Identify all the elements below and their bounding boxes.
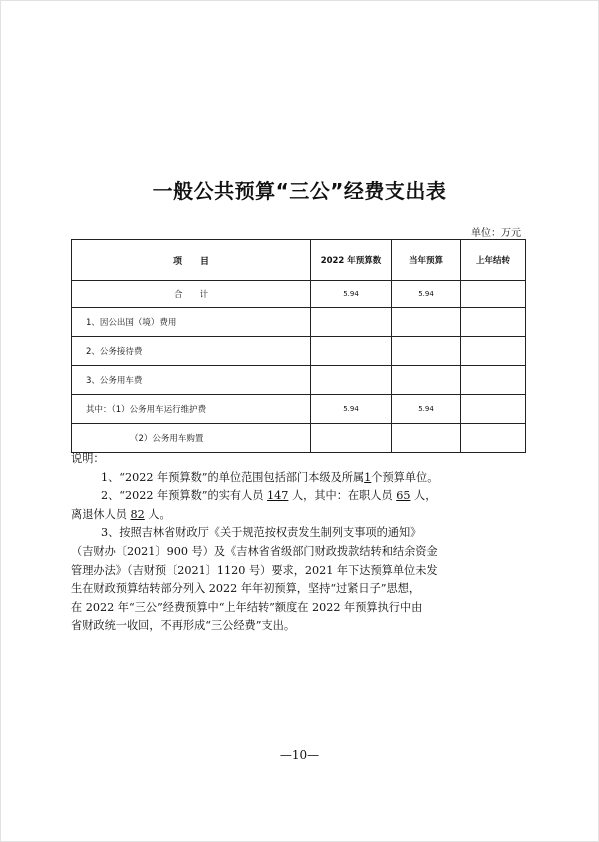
cell-current-year: 5.94 bbox=[392, 395, 461, 424]
notes-section bbox=[71, 450, 527, 636]
row-label: 3、公务用车费 bbox=[72, 366, 311, 395]
row-label: 其中：（1）公务用车运行维护费 bbox=[72, 395, 311, 424]
note-3-line-5: 在 2022 年“三公”经费预算中“上年结转”额度在 2022 年预算执行中由 bbox=[71, 600, 423, 614]
page-number: —10— bbox=[279, 748, 320, 762]
cell-carryover bbox=[461, 308, 526, 337]
cell-carryover bbox=[461, 395, 526, 424]
row-label: 1、因公出国（境）费用 bbox=[72, 308, 311, 337]
note-3-line-2: （吉财办〔2021〕900 号）及《吉林省省级部门财政拨款结转和结余资金 bbox=[71, 544, 438, 558]
note-3-line-4: 生在财政预算结转部分列入 2022 年年初预算，坚持“过紧日子”思想， bbox=[71, 582, 421, 596]
table-row bbox=[72, 395, 526, 424]
table-row bbox=[72, 337, 526, 366]
header-carryover: 上年结转 bbox=[461, 240, 526, 281]
cell-budget-2022 bbox=[311, 366, 392, 395]
row-label: 2、公务接待费 bbox=[72, 337, 311, 366]
note-2-text: 2、“2022 年预算数”的实有人员 bbox=[101, 489, 268, 503]
row-label: （2）公务用车购置 bbox=[72, 424, 311, 453]
note-2-text-cont: 离退休人员 bbox=[71, 507, 131, 521]
cell-carryover bbox=[461, 337, 526, 366]
note-1-text: 1、“2022 年预算数”的单位范围包括部门本级及所属 bbox=[101, 470, 365, 484]
header-budget-2022: 2022 年预算数 bbox=[311, 240, 392, 281]
note-1-text-end: 个预算单位。 bbox=[371, 470, 439, 484]
cell-budget-2022: 5.94 bbox=[311, 395, 392, 424]
note-2-text-mid: 人，其中：在职人员 bbox=[288, 489, 397, 503]
cell-current-year bbox=[392, 337, 461, 366]
note-2-total-staff: 147 bbox=[267, 489, 289, 503]
unit-label: 单位：万元 bbox=[471, 228, 521, 239]
cell-carryover bbox=[461, 424, 526, 453]
row-label: 合 计 bbox=[72, 281, 311, 308]
cell-carryover bbox=[461, 281, 526, 308]
cell-budget-2022: 5.94 bbox=[311, 281, 392, 308]
note-2-text-mid2: 人， bbox=[410, 489, 437, 503]
header-project: 项 目 bbox=[72, 240, 311, 281]
note-2-retired-staff: 82 bbox=[130, 507, 145, 521]
table-header-row bbox=[72, 240, 526, 281]
table-row bbox=[72, 424, 526, 453]
budget-table bbox=[71, 239, 526, 453]
notes-heading: 说明： bbox=[71, 452, 105, 465]
note-3-line-1: 3、按照吉林省财政厅《关于规范按权责发生制列支事项的通知》 bbox=[101, 526, 422, 540]
table-row bbox=[72, 308, 526, 337]
note-2-active-staff: 65 bbox=[396, 489, 411, 503]
cell-budget-2022 bbox=[311, 424, 392, 453]
cell-budget-2022 bbox=[311, 308, 392, 337]
table-row bbox=[72, 366, 526, 395]
note-2-text-end: 人。 bbox=[144, 507, 171, 521]
table-row-total bbox=[72, 281, 526, 308]
note-2 bbox=[71, 487, 527, 506]
note-3-line-3: 管理办法》（吉财预〔2021〕1120 号）要求，2021 年下达预算单位未发 bbox=[71, 563, 438, 577]
cell-current-year bbox=[392, 424, 461, 453]
note-3-line-6: 省财政统一收回，不再形成“三公经费”支出。 bbox=[71, 619, 296, 633]
cell-current-year bbox=[392, 308, 461, 337]
note-1 bbox=[71, 469, 527, 488]
cell-carryover bbox=[461, 366, 526, 395]
cell-current-year bbox=[392, 366, 461, 395]
note-2-cont bbox=[71, 506, 527, 525]
note-1-unit-count: 1 bbox=[364, 470, 372, 484]
header-current-year: 当年预算 bbox=[392, 240, 461, 281]
cell-budget-2022 bbox=[311, 337, 392, 366]
page-title: 一般公共预算“三公”经费支出表 bbox=[152, 179, 447, 203]
cell-current-year: 5.94 bbox=[392, 281, 461, 308]
